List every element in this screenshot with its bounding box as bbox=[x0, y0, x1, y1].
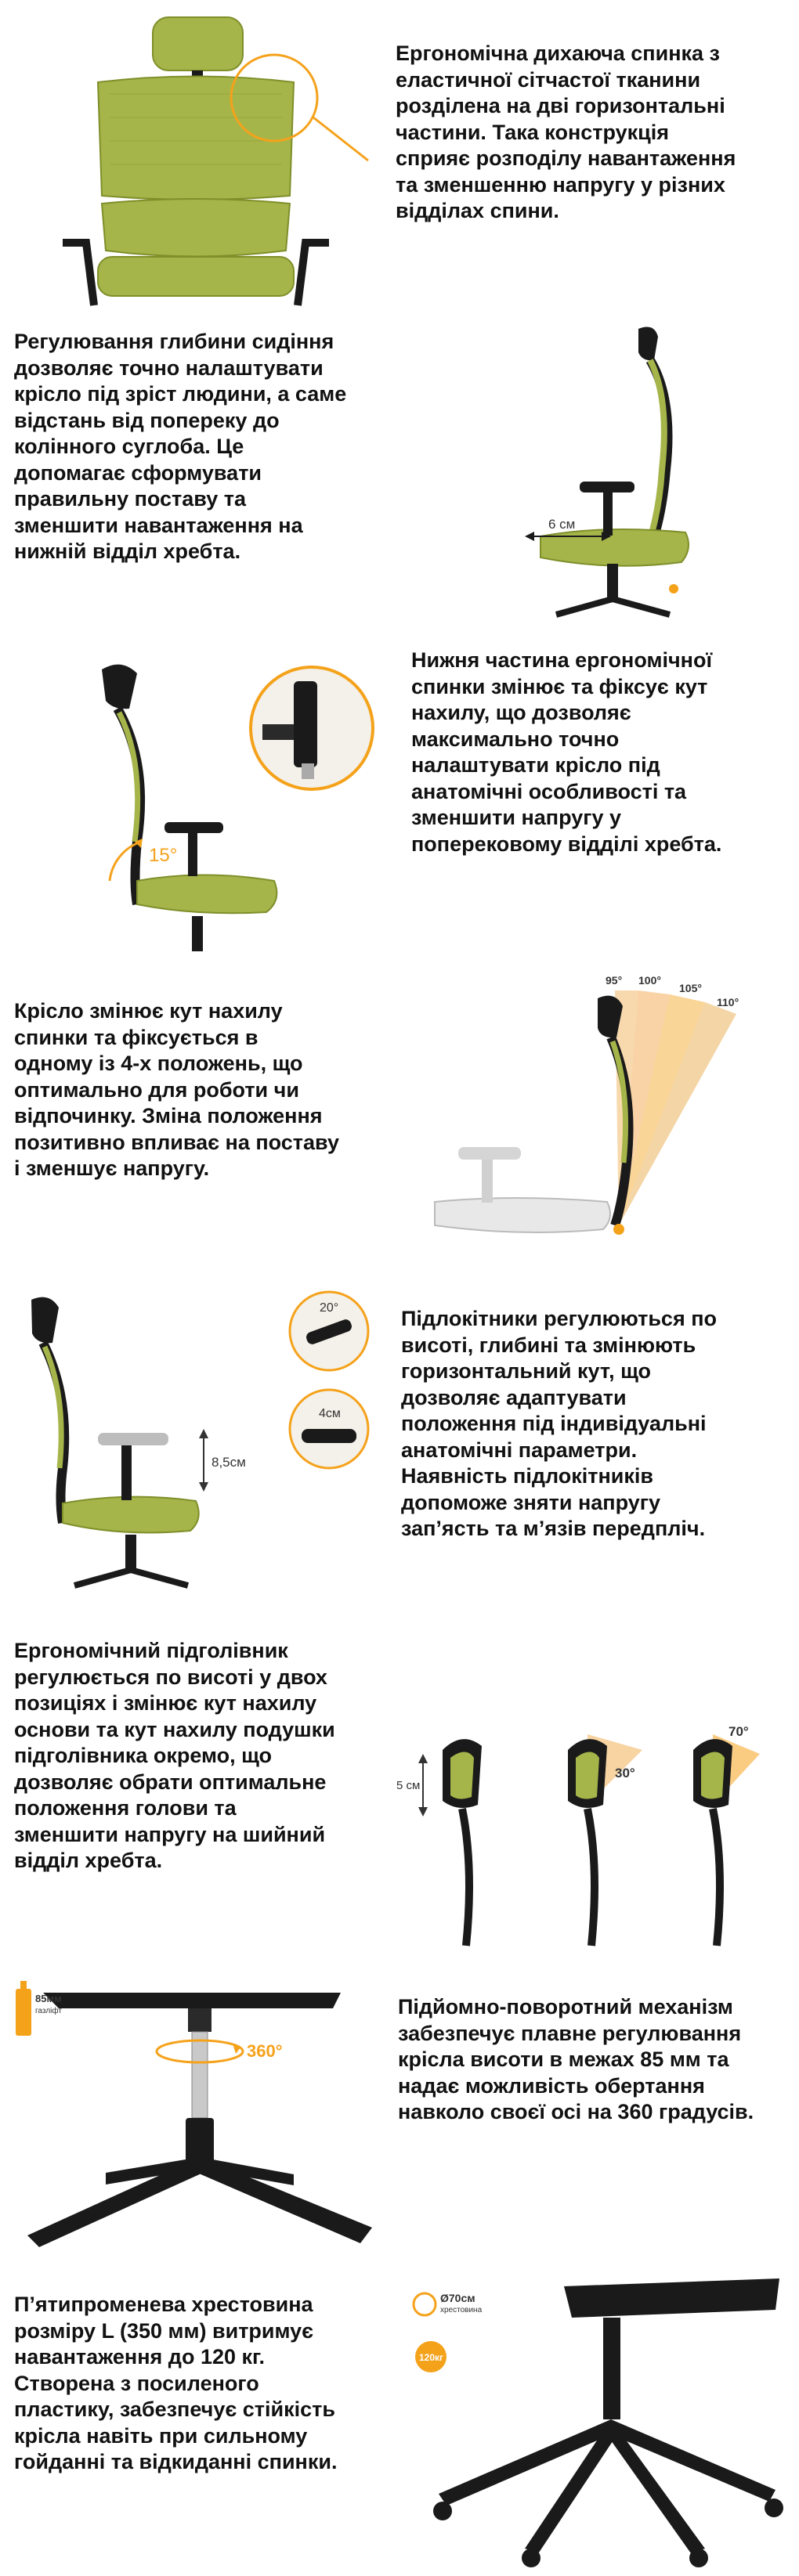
backrest-image bbox=[55, 8, 384, 313]
gaslift-value-label: 85мм bbox=[35, 1993, 62, 2004]
gaslift-caption-label: газліфт bbox=[35, 2007, 62, 2015]
headrest-height-label: 5 см bbox=[396, 1779, 421, 1792]
recline-image bbox=[396, 967, 787, 1276]
seat-depth-text: Регулювання глибини сидіння дозволяє точно налаштувати крісло під зріст людини, а саме відстань від попереку до колінного суглоба. Це допомагає сформувати правильну поставу та зменшити навантаження на нижній відділ хребта. bbox=[14, 330, 347, 563]
recline-text: Крісло змінює кут нахилу спинки та фіксується в одному із 4-х положень, що оптимально для роботи чи відпочинку. Зміна положення позитивно впливає на поставу і зменшує напругу. bbox=[14, 999, 339, 1180]
section-backrest bbox=[0, 0, 799, 313]
section-seat-depth bbox=[0, 313, 799, 630]
section-recline bbox=[0, 967, 799, 1276]
armrest-angle-label: 20° bbox=[320, 1301, 339, 1315]
lumbar-image bbox=[63, 646, 376, 959]
backrest-text: Ергономічна дихаюча спинка з еластичної сітчастої тканини розділена на дві горизонтальні частини. Така конструкція сприяє розподілу навантаження та зменшенню напругу у різних відділах спини. bbox=[396, 41, 736, 222]
base-diameter-label: Ø70см bbox=[440, 2292, 475, 2304]
gaslift-image bbox=[12, 1969, 388, 2247]
base-image bbox=[407, 2267, 787, 2572]
seat-depth-image bbox=[494, 313, 783, 630]
recline-angle-100: 100° bbox=[638, 974, 661, 987]
lumbar-text: Нижня частина ергономічної спинки змінює та фіксує кут нахилу, що дозволяє максимально точно налаштувати крісло під анатомічні особливості та зменшити напругу у поперековому відділі хребта. bbox=[411, 648, 722, 856]
section-armrests bbox=[0, 1276, 799, 1597]
rotation-label: 360° bbox=[247, 2041, 283, 2061]
lumbar-angle-label: 15° bbox=[149, 845, 178, 866]
seat-depth-label: 6 см bbox=[548, 517, 576, 532]
section-headrest bbox=[0, 1597, 799, 1954]
base-diameter-caption: хрестовина bbox=[440, 2306, 483, 2314]
recline-angle-95: 95° bbox=[606, 974, 623, 987]
headrest-pillow-angle-label: 70° bbox=[728, 1724, 749, 1739]
base-text: П’ятипроменева хрестовина розміру L (350 мм) витримує навантаження до 120 кг. Створена з посиленого пластику, забезпечує стійкість крісла навіть при сильному гойданні та відкиданні спинки. bbox=[14, 2293, 338, 2473]
base-load-label: 120кг bbox=[419, 2352, 444, 2363]
armrest-height-label: 8,5см bbox=[212, 1455, 246, 1470]
armrest-depth-label: 4см bbox=[319, 1407, 341, 1420]
headrest-base-angle-label: 30° bbox=[615, 1766, 635, 1780]
gaslift-text: Підйомно-поворотний механізм забезпечує плавне регулювання крісла висоти в межах 85 мм та надає можливість обертання навколо своєї осі на 360 градусів. bbox=[398, 1995, 754, 2123]
section-base bbox=[0, 2251, 799, 2576]
section-gaslift bbox=[0, 1954, 799, 2251]
recline-angle-110: 110° bbox=[717, 996, 739, 1008]
headrest-image bbox=[392, 1719, 787, 1950]
headrest-text: Ергономічний підголівник регулюється по висоті у двох позиціях і змінює кут нахилу основи та кут нахилу подушки підголівника окремо, що дозволяє обрати оптимальне положення голови та зменшити напругу на шийний відділ хребта. bbox=[14, 1639, 335, 1872]
recline-angle-105: 105° bbox=[679, 982, 702, 994]
armrests-image bbox=[12, 1288, 400, 1593]
section-lumbar bbox=[0, 630, 799, 967]
armrests-text: Підлокітники регулюються по висоті, глибині та змінюють горизонтальний кут, що дозволяє адаптувати положення під індивідуальні анатомічні параметри. Наявність підлокітників допоможе зняти напругу зап’ясть та м’язів передпліч. bbox=[401, 1307, 717, 1540]
